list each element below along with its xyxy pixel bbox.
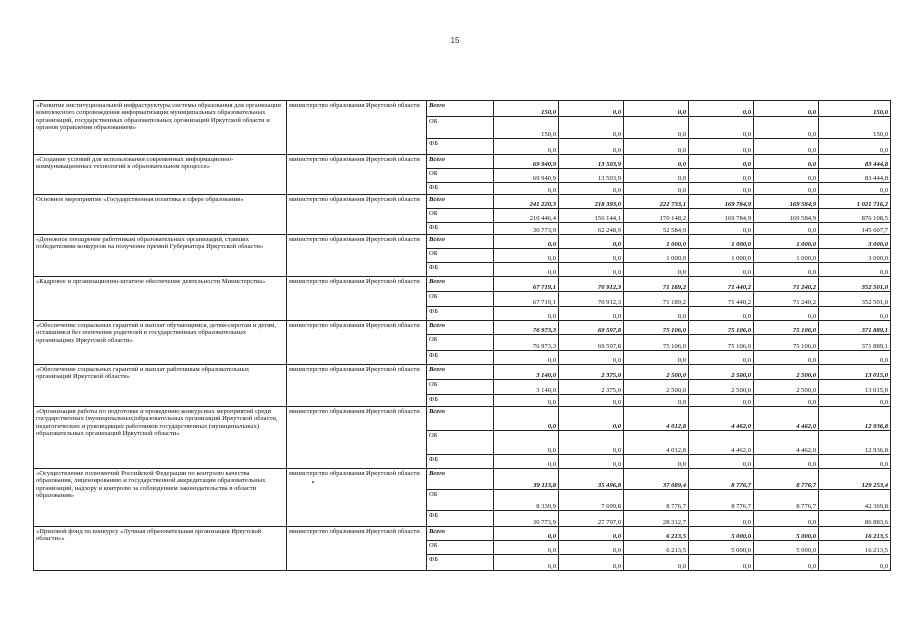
year-value-cell: 0,0 [559,183,624,195]
year-value-cell: 8 776,7 [754,469,819,490]
year-value-cell: 4 012,8 [624,407,689,431]
year-value-cell: 0,0 [754,155,819,169]
year-value-cell: 30 773,9 [494,511,559,527]
total-value-cell: 150,0 [819,101,891,117]
year-value-cell: 75 106,0 [624,321,689,335]
measure-name-cell: «Денежное поощрение работникам образовательных организаций, ставших победителями конкурсов на получение премий Губернатора Иркутской области» [34,235,287,277]
total-value-cell: 16 213,5 [819,541,891,555]
year-value-cell: 4 462,0 [754,431,819,455]
year-value-cell: 0,0 [494,527,559,541]
table-row [34,469,891,490]
year-value-cell: 0,0 [624,139,689,155]
total-value-cell: 12 936,8 [819,407,891,431]
year-value-cell: 0,0 [559,235,624,249]
year-value-cell: 0,0 [559,455,624,469]
total-value-cell: 0,0 [819,307,891,321]
year-value-cell: 27 797,0 [559,511,624,527]
measure-name-cell: «Осуществление полномочий Российской Федерации по контролю качества образования, лицензированию и государственной аккредитации образовательных организаций, надзору и контролю за соблюдением законодательства в области образования» [34,469,287,527]
year-value-cell: 8 339,9 [494,490,559,511]
year-value-cell: 39 113,8 [494,469,559,490]
year-value-cell: 0,0 [689,351,754,365]
funding-source-cell: Всего [427,277,494,292]
year-value-cell: 67 719,1 [494,292,559,307]
year-value-cell: 0,0 [689,511,754,527]
total-value-cell: 0,0 [819,395,891,407]
year-value-cell: 75 106,0 [624,335,689,351]
year-value-cell: 2 500,0 [754,380,819,395]
total-value-cell: 129 253,4 [819,469,891,490]
year-value-cell: 0,0 [754,307,819,321]
year-value-cell: 169 784,9 [689,209,754,223]
funding-source-cell: Всего [427,365,494,380]
year-value-cell: 5 000,0 [689,527,754,541]
total-value-cell: 3 000,0 [819,249,891,263]
year-value-cell: 3 140,0 [494,380,559,395]
year-value-cell: 71 440,2 [689,292,754,307]
funding-source-cell: Всего [427,101,494,117]
year-value-cell: 2 500,0 [754,365,819,380]
responsible-cell: министерство образования Иркутской области [287,101,427,155]
total-value-cell: 352 501,0 [819,277,891,292]
year-value-cell: 0,0 [559,139,624,155]
year-value-cell: 0,0 [494,263,559,277]
year-value-cell: 0,0 [624,351,689,365]
year-value-cell: 4 462,0 [689,431,754,455]
measure-name-cell: «Призовой фонд по конкурсу «Лучшая образовательная организация Иркутской области»» [34,527,287,571]
total-value-cell: 0,0 [819,183,891,195]
year-value-cell: 52 584,9 [624,223,689,235]
responsible-cell: министерство образования Иркутской области [287,469,427,527]
total-value-cell: 86 883,6 [819,511,891,527]
year-value-cell: 0,0 [754,455,819,469]
funding-source-cell: ОБ [427,117,494,139]
funding-source-cell: ФБ [427,511,494,527]
measure-name-cell: «Обеспечение социальных гарантий и выплат работникам образовательных организаций Иркутской области» [34,365,287,407]
year-value-cell: 1 000,0 [689,235,754,249]
table-row [34,365,891,380]
year-value-cell: 0,0 [559,351,624,365]
year-value-cell: 5 000,0 [754,541,819,555]
funding-source-cell: ФБ [427,223,494,235]
table-row [34,321,891,335]
year-value-cell: 1 000,0 [754,235,819,249]
year-value-cell: 169 784,9 [689,195,754,209]
year-value-cell: 6 213,5 [624,541,689,555]
year-value-cell: 0,0 [559,527,624,541]
year-value-cell: 76 973,3 [494,335,559,351]
year-value-cell: 13 503,9 [559,169,624,183]
year-value-cell: 8 776,7 [624,490,689,511]
year-value-cell: 0,0 [624,155,689,169]
year-value-cell: 0,0 [559,541,624,555]
year-value-cell: 0,0 [624,555,689,571]
year-value-cell: 0,0 [624,455,689,469]
year-value-cell: 8 776,7 [689,469,754,490]
total-value-cell: 42 369,8 [819,490,891,511]
measure-name-cell: «Кадровое и организационно-штатное обеспечение деятельности Министерства» [34,277,287,321]
table-row [34,155,891,169]
measure-name-cell: «Организация работы по подготовке и проведению конкурсных мероприятий среди государственных (муниципальных)образовательных организаций Иркутской области, педагогических и руководящих работников государственных (муниципальных) образовательных организаций Иркутской области» [34,407,287,469]
year-value-cell: 0,0 [689,139,754,155]
total-value-cell: 150,0 [819,117,891,139]
year-value-cell: 0,0 [494,555,559,571]
year-value-cell: 0,0 [559,101,624,117]
year-value-cell: 150,0 [494,101,559,117]
total-value-cell: 1 021 716,2 [819,195,891,209]
funding-source-cell: ОБ [427,431,494,455]
year-value-cell: 3 140,0 [494,365,559,380]
year-value-cell: 0,0 [494,395,559,407]
year-value-cell: 0,0 [689,555,754,571]
year-value-cell: 0,0 [624,101,689,117]
year-value-cell: 0,0 [754,169,819,183]
year-value-cell: 71 189,2 [624,292,689,307]
year-value-cell: 0,0 [559,431,624,455]
total-value-cell: 13 015,0 [819,380,891,395]
funding-source-cell: Всего [427,321,494,335]
year-value-cell: 28 312,7 [624,511,689,527]
total-value-cell: 12 936,8 [819,431,891,455]
year-value-cell: 70 912,3 [559,292,624,307]
responsible-cell: министерство образования Иркутской области [287,365,427,407]
funding-source-cell: ОБ [427,292,494,307]
year-value-cell: 0,0 [559,117,624,139]
year-value-cell: 0,0 [559,263,624,277]
year-value-cell: 0,0 [494,431,559,455]
year-value-cell: 75 106,0 [754,321,819,335]
funding-source-cell: ОБ [427,380,494,395]
total-value-cell: 0,0 [819,139,891,155]
responsible-cell: министерство образования Иркутской области [287,321,427,365]
funding-source-cell: Всего [427,469,494,490]
year-value-cell: 0,0 [754,183,819,195]
year-value-cell: 76 973,3 [494,321,559,335]
total-value-cell: 0,0 [819,351,891,365]
year-value-cell: 241 220,3 [494,195,559,209]
responsible-cell: министерство образования Иркутской области [287,277,427,321]
year-value-cell: 0,0 [689,455,754,469]
year-value-cell: 0,0 [689,307,754,321]
year-value-cell: 0,0 [494,183,559,195]
year-value-cell: 0,0 [494,249,559,263]
funding-source-cell: ФБ [427,183,494,195]
year-value-cell: 0,0 [754,555,819,571]
total-value-cell: 0,0 [819,263,891,277]
funding-source-cell: ОБ [427,249,494,263]
year-value-cell: 0,0 [494,351,559,365]
year-value-cell: 0,0 [689,223,754,235]
table-row [34,277,891,292]
year-value-cell: 30 773,9 [494,223,559,235]
year-value-cell: 0,0 [754,263,819,277]
year-value-cell: 0,0 [559,395,624,407]
funding-source-cell: ФБ [427,139,494,155]
year-value-cell: 170 148,2 [624,209,689,223]
year-value-cell: 0,0 [689,395,754,407]
year-value-cell: 13 503,9 [559,155,624,169]
year-value-cell: 67 719,1 [494,277,559,292]
total-value-cell: 0,0 [819,455,891,469]
funding-source-cell: ОБ [427,169,494,183]
measure-name-cell: «Создание условий для использования современных информационно-коммуникационных технологий в образовательном процессе» [34,155,287,195]
year-value-cell: 75 106,0 [754,335,819,351]
funding-source-cell: Всего [427,155,494,169]
year-value-cell: 0,0 [689,183,754,195]
year-value-cell: 0,0 [754,395,819,407]
year-value-cell: 62 248,9 [559,223,624,235]
year-value-cell: 70 912,3 [559,277,624,292]
page-number: 15 [450,36,460,45]
funding-source-cell: ОБ [427,541,494,555]
year-value-cell: 69 940,9 [494,155,559,169]
measure-name-cell: «Обеспечение социальных гарантий и выплат обучающимся, детям-сиротам и детям, оставшимся без попечения родителей в государственных образовательных организациях Иркутской области» [34,321,287,365]
year-value-cell: 0,0 [754,101,819,117]
funding-source-cell: ФБ [427,455,494,469]
year-value-cell: 6 213,5 [624,527,689,541]
year-value-cell: 2 500,0 [624,365,689,380]
year-value-cell: 2 500,0 [689,380,754,395]
year-value-cell: 0,0 [494,455,559,469]
responsible-cell: министерство образования Иркутской области [287,235,427,277]
year-value-cell: 0,0 [689,117,754,139]
year-value-cell: 37 089,4 [624,469,689,490]
total-value-cell: 3 000,0 [819,235,891,249]
year-value-cell: 69 940,9 [494,169,559,183]
total-value-cell: 13 015,0 [819,365,891,380]
year-value-cell: 210 446,4 [494,209,559,223]
year-value-cell: 0,0 [494,139,559,155]
funding-source-cell: ОБ [427,335,494,351]
year-value-cell: 35 496,8 [559,469,624,490]
year-value-cell: 75 106,0 [689,335,754,351]
year-value-cell: 0,0 [494,407,559,431]
year-value-cell: 71 240,2 [754,277,819,292]
year-value-cell: 0,0 [494,541,559,555]
total-value-cell: 371 889,1 [819,321,891,335]
year-value-cell: 71 440,2 [689,277,754,292]
year-value-cell: 2 500,0 [689,365,754,380]
year-value-cell: 4 462,0 [689,407,754,431]
year-value-cell: 71 189,2 [624,277,689,292]
table-row [34,407,891,431]
year-value-cell: 69 597,8 [559,321,624,335]
table-row [34,235,891,249]
year-value-cell: 169 584,9 [754,195,819,209]
year-value-cell: 0,0 [624,395,689,407]
funding-source-cell: ФБ [427,351,494,365]
budget-table [33,100,891,571]
year-value-cell: 1 000,0 [689,249,754,263]
year-value-cell: 0,0 [559,407,624,431]
year-value-cell: 5 000,0 [754,527,819,541]
year-value-cell: 1 000,0 [624,235,689,249]
year-value-cell: 2 500,0 [624,380,689,395]
measure-name-cell: «Развитие институциональной инфраструктуры системы образования для организации комплексного сопровождения информатизации муниципальных образовательных организаций, государственных образовательных организаций Иркутской области и органов управления образованием» [34,101,287,155]
table-row [34,527,891,541]
total-value-cell: 876 108,5 [819,209,891,223]
year-value-cell: 0,0 [754,117,819,139]
year-value-cell: 75 106,0 [689,321,754,335]
year-value-cell: 222 733,1 [624,195,689,209]
year-value-cell: 71 240,2 [754,292,819,307]
year-value-cell: 169 584,9 [754,209,819,223]
total-value-cell: 83 444,8 [819,169,891,183]
year-value-cell: 4 462,0 [754,407,819,431]
year-value-cell: 0,0 [624,117,689,139]
funding-source-cell: ФБ [427,395,494,407]
total-value-cell: 145 607,7 [819,223,891,235]
measure-name-cell: Основное мероприятие «Государственная политика в сфере образования» [34,195,287,235]
funding-source-cell: ОБ [427,209,494,223]
year-value-cell: 218 393,0 [559,195,624,209]
total-value-cell: 371 889,1 [819,335,891,351]
funding-source-cell: ФБ [427,555,494,571]
year-value-cell: 1 000,0 [624,249,689,263]
year-value-cell: 7 699,8 [559,490,624,511]
year-value-cell: 0,0 [559,249,624,263]
year-value-cell: 0,0 [624,183,689,195]
year-value-cell: 0,0 [689,169,754,183]
year-value-cell: 156 144,1 [559,209,624,223]
funding-source-cell: ФБ [427,263,494,277]
funding-source-cell: Всего [427,527,494,541]
total-value-cell: 352 501,0 [819,292,891,307]
year-value-cell: 2 375,0 [559,380,624,395]
year-value-cell: 0,0 [689,263,754,277]
total-value-cell: 16 213,5 [819,527,891,541]
year-value-cell: 8 776,7 [754,490,819,511]
year-value-cell: 69 597,8 [559,335,624,351]
year-value-cell: 0,0 [494,235,559,249]
responsible-cell: министерство образования Иркутской области [287,407,427,469]
funding-source-cell: ОБ [427,490,494,511]
year-value-cell: 0,0 [624,169,689,183]
funding-source-cell: Всего [427,195,494,209]
year-value-cell: 5 000,0 [689,541,754,555]
year-value-cell: 1 000,0 [754,249,819,263]
year-value-cell: 0,0 [494,307,559,321]
year-value-cell: 0,0 [754,139,819,155]
year-value-cell: 0,0 [689,155,754,169]
funding-source-cell: Всего [427,407,494,431]
funding-source-cell: ФБ [427,307,494,321]
funding-source-cell: Всего [427,235,494,249]
year-value-cell: 0,0 [754,511,819,527]
responsible-cell: министерство образования Иркутской области [287,527,427,571]
responsible-cell: министерство образования Иркутской области [287,195,427,235]
year-value-cell: 150,0 [494,117,559,139]
scan-speck [312,481,314,483]
year-value-cell: 0,0 [754,351,819,365]
total-value-cell: 83 444,8 [819,155,891,169]
year-value-cell: 0,0 [559,555,624,571]
year-value-cell: 0,0 [624,263,689,277]
year-value-cell: 2 375,0 [559,365,624,380]
year-value-cell: 8 776,7 [689,490,754,511]
year-value-cell: 0,0 [559,307,624,321]
responsible-cell: министерство образования Иркутской области [287,155,427,195]
total-value-cell: 0,0 [819,555,891,571]
year-value-cell: 0,0 [624,307,689,321]
year-value-cell: 0,0 [754,223,819,235]
table-row [34,195,891,209]
year-value-cell: 0,0 [689,101,754,117]
year-value-cell: 4 012,8 [624,431,689,455]
table-row [34,101,891,117]
